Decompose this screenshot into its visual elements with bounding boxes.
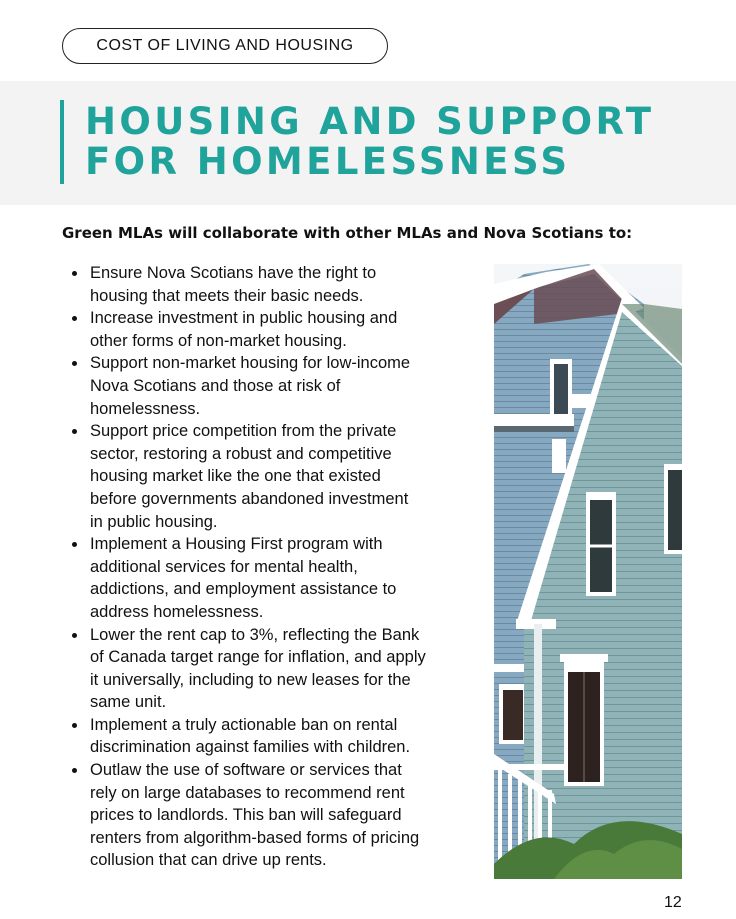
title-line-1: HOUSING AND SUPPORT	[85, 100, 655, 143]
house-photo	[494, 264, 682, 879]
bullet-icon	[72, 316, 77, 321]
title-line-2: FOR HOMELESSNESS	[85, 140, 571, 183]
list-item: Implement a Housing First program with additional services for mental health, addictions, and employment assistance to address homelessness.	[70, 533, 472, 623]
bullet-icon	[72, 271, 77, 276]
list-item: Ensure Nova Scotians have the right to housing that meets their basic needs.	[70, 262, 472, 307]
bullet-list	[70, 262, 472, 872]
list-item: Support non-market housing for low-income Nova Scotians and those at risk of homelessness.	[70, 352, 472, 420]
title-accent-bar	[60, 100, 64, 184]
bullet-icon	[72, 361, 77, 366]
list-item: Lower the rent cap to 3%, reflecting the Bank of Canada target range for inflation, and apply it universally, including to new leases for the same unit.	[70, 624, 472, 714]
page-title	[85, 102, 725, 182]
section-tag: COST OF LIVING AND HOUSING	[62, 28, 388, 64]
list-item: Implement a truly actionable ban on rental discrimination against families with children.	[70, 714, 472, 759]
lead-text: Green MLAs will collaborate with other MLAs and Nova Scotians to:	[62, 224, 633, 242]
bullet-icon	[72, 429, 77, 434]
bullet-icon	[72, 542, 77, 547]
list-item: Outlaw the use of software or services that rely on large databases to recommend rent prices to landlords. This ban will safeguard renters from algorithm-based forms of pricing collusion that can drive up rents.	[70, 759, 472, 872]
list-item: Increase investment in public housing and other forms of non-market housing.	[70, 307, 472, 352]
list-item: Support price competition from the private sector, restoring a robust and competitive housing market like the one that existed before governments abandoned investment in public housing.	[70, 420, 472, 533]
bullet-icon	[72, 633, 77, 638]
bullet-icon	[72, 768, 77, 773]
bullet-icon	[72, 723, 77, 728]
house-illustration	[494, 264, 682, 879]
page-number: 12	[664, 894, 682, 911]
